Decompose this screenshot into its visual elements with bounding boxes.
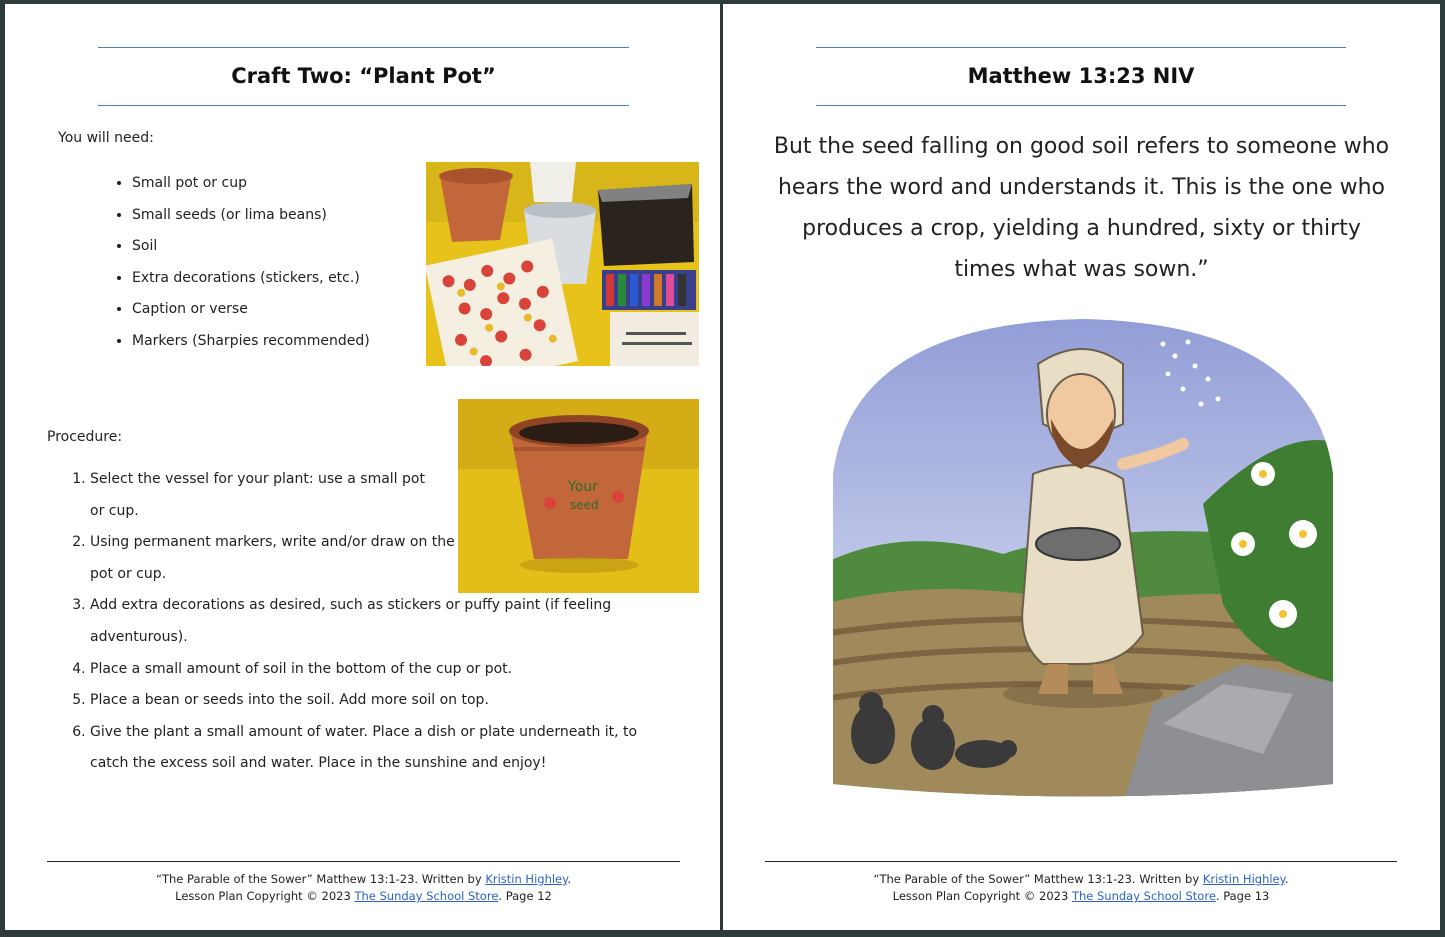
footer-text: Lesson Plan Copyright © 2023 xyxy=(175,889,355,903)
procedure-label: Procedure: xyxy=(47,429,123,445)
list-item: • Caption or verse xyxy=(132,294,370,326)
svg-text:seed: seed xyxy=(570,498,599,512)
title-rule-top xyxy=(816,47,1346,48)
list-item: 2. Using permanent markers, write and/or draw on the pot or cup. xyxy=(90,527,460,590)
you-will-need-label: You will need: xyxy=(58,130,154,146)
list-item: 6. Give the plant a small amount of water. Place a dish or plate underneath it, to catch the excess soil and water. Place in the sunshine and enjoy! xyxy=(90,717,650,780)
footer-text: Lesson Plan Copyright © 2023 xyxy=(892,889,1072,903)
list-item: • Small seeds (or lima beans) xyxy=(132,200,370,232)
list-item: 3. Add extra decorations as desired, such as stickers or puffy paint (if feeling adventurous). xyxy=(90,590,650,653)
page-title: Matthew 13:23 NIV xyxy=(967,64,1195,88)
list-item: • Extra decorations (stickers, etc.) xyxy=(132,263,370,295)
footer-text: “The Parable of the Sower” Matthew 13:1-23. Written by xyxy=(156,872,486,886)
page-number: . Page 13 xyxy=(1215,889,1270,903)
footer-rule xyxy=(47,861,680,862)
page-title: Craft Two: “Plant Pot” xyxy=(231,64,496,88)
store-link[interactable]: The Sunday School Store xyxy=(1071,889,1216,903)
list-item: 4. Place a small amount of soil in the bottom of the cup or pot. xyxy=(90,654,650,686)
procedure-steps xyxy=(45,464,650,780)
page-number: . Page 12 xyxy=(498,889,552,903)
list-item: • Small pot or cup xyxy=(132,168,370,200)
right-page xyxy=(723,4,1440,930)
verse-text: But the seed falling on good soil refers to someone who hears the word and understands it. This is the one who produces a crop, yielding a hundred, sixty or thirty times what was sown.” xyxy=(773,134,1390,282)
author-link[interactable]: Kristin Highley xyxy=(485,872,568,886)
title-rule-top xyxy=(98,47,629,48)
page-footer xyxy=(47,871,680,905)
list-item: 5. Place a bean or seeds into the soil. Add more soil on top. xyxy=(90,685,650,717)
title-rule-bottom xyxy=(98,105,629,106)
list-item: • Markers (Sharpies recommended) xyxy=(132,326,370,358)
store-link[interactable]: The Sunday School Store xyxy=(354,889,499,903)
footer-rule xyxy=(765,861,1397,862)
left-page xyxy=(5,4,720,930)
list-item: 1. Select the vessel for your plant: use a small pot or cup. xyxy=(90,464,430,527)
title-rule-bottom xyxy=(816,105,1346,106)
author-link[interactable]: Kristin Highley xyxy=(1202,872,1285,886)
footer-text: “The Parable of the Sower” Matthew 13:1-23. Written by xyxy=(873,872,1203,886)
supplies-list xyxy=(105,168,370,358)
svg-text:Your: Your xyxy=(568,479,598,495)
list-item: • Soil xyxy=(132,231,370,263)
page-footer xyxy=(765,871,1397,905)
sower-illustration xyxy=(823,304,1341,804)
supplies-photo xyxy=(426,162,699,366)
footer-text: . xyxy=(1284,872,1289,886)
footer-text: . xyxy=(567,872,571,886)
